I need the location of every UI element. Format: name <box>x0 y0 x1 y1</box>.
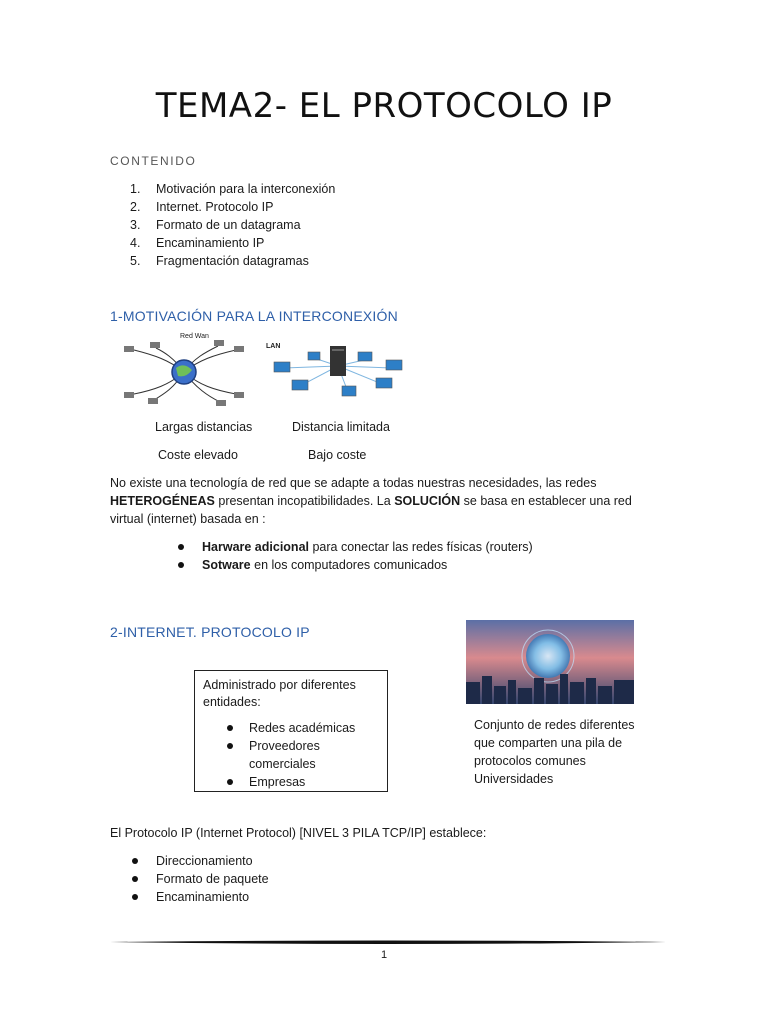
list-item: Harware adicional para conectar las redes físicas (routers) <box>178 538 533 556</box>
toc-item: 2. Internet. Protocolo IP <box>130 200 274 214</box>
wan-network-image <box>114 330 254 412</box>
protocol-bullets <box>132 852 269 906</box>
bullet-icon <box>178 544 184 550</box>
internet-description: Conjunto de redes diferentes que comparten una pila de protocolos comunes Universidades <box>474 718 635 786</box>
toc-item: 1. Motivación para la interconexión <box>130 182 336 196</box>
section2-heading: 2-INTERNET. PROTOCOLO IP <box>110 624 310 640</box>
list-item: Direccionamiento <box>132 852 269 870</box>
footer-divider <box>110 937 666 947</box>
internet-globe-image <box>466 620 634 704</box>
list-item: Formato de paquete <box>132 870 269 888</box>
page-title: TEMA2- EL PROTOCOLO IP <box>155 86 613 126</box>
box-title: Administrado por diferentes entidades: <box>203 678 356 709</box>
table-of-contents <box>130 180 335 270</box>
bullet-icon <box>178 562 184 568</box>
lan-caption-distance: Distancia limitada <box>292 420 390 434</box>
entities-list <box>203 719 379 791</box>
toc-item: 3. Formato de un datagrama <box>130 218 301 232</box>
list-item: Proveedores comerciales <box>203 737 379 773</box>
solution-bullets <box>178 538 533 574</box>
section1-heading: 1-MOTIVACIÓN PARA LA INTERCONEXIÓN <box>110 308 398 324</box>
administered-by-box <box>194 670 388 792</box>
list-item: Empresas <box>203 773 379 791</box>
bullet-icon <box>132 894 138 900</box>
contenido-heading: CONTENIDO <box>110 154 197 168</box>
toc-item: 4. Encaminamiento IP <box>130 236 265 250</box>
wan-caption-cost: Coste elevado <box>158 448 238 462</box>
lan-network-image <box>264 338 412 408</box>
list-item: Encaminamiento <box>132 888 269 906</box>
lan-caption-cost: Bajo coste <box>308 448 367 462</box>
toc-item: 5. Fragmentación datagramas <box>130 254 309 268</box>
bullet-icon <box>227 779 233 785</box>
list-item: Redes académicas <box>203 719 379 737</box>
protocol-paragraph: El Protocolo IP (Internet Protocol) [NIVEL 3 PILA TCP/IP] establece: <box>110 826 487 840</box>
list-item: Sotware en los computadores comunicados <box>178 556 533 574</box>
bullet-icon <box>132 876 138 882</box>
lan-label: LAN <box>266 343 281 350</box>
motivation-paragraph: No existe una tecnología de red que se adapte a todas nuestras necesidades, las redes HETEROGÉNEAS presentan incopatibilidades. La SOLUCIÓN se basa en establecer una red virtual (internet) basada en : <box>110 476 632 526</box>
bullet-icon <box>132 858 138 864</box>
bullet-icon <box>227 743 233 749</box>
page-number: 1 <box>380 949 388 961</box>
wan-caption-distance: Largas distancias <box>155 420 253 434</box>
bullet-icon <box>227 725 233 731</box>
wan-label: Red Wan <box>180 333 209 340</box>
